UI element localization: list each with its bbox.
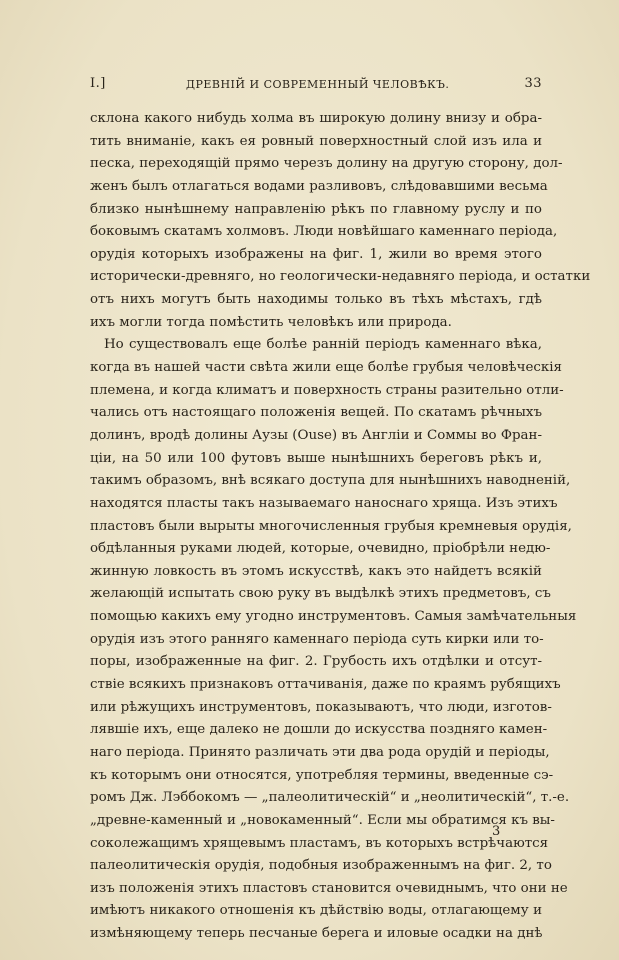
text-line: наго періода. Принято различать эти два рода орудій и періоды, xyxy=(90,744,550,760)
text-line: боковымъ скатамъ холмовъ. Люди новѣйшаго каменнаго періода, xyxy=(90,224,558,240)
signature-mark: 3 xyxy=(492,824,501,839)
text-line: къ которымъ они относятся, употребляя термины, введенные сэ- xyxy=(90,767,554,783)
page-number: 33 xyxy=(524,76,542,91)
text-line: или рѣжущихъ инструментовъ, показываютъ, что люди, изготов- xyxy=(90,699,552,715)
text-line: долинъ, вродѣ долины Аузы (Ouse) въ Англіи и Соммы во Фран- xyxy=(90,427,542,443)
text-line: соколежащимъ хрящевымъ пластамъ, въ которыхъ встрѣчаются xyxy=(90,835,549,851)
text-line: ихъ могли тогда помѣстить человѣкъ или природа. xyxy=(90,314,452,330)
text-line: исторически-древняго, но геологически-недавняго періода, и остатки xyxy=(90,269,591,285)
text-line: тить вниманіе, какъ ея ровный поверхностный слой изъ ила и xyxy=(90,133,542,149)
text-line: измѣняющему теперь песчаные берега и иловые осадки на днѣ xyxy=(90,926,543,942)
text-line: жинную ловкость въ этомъ искусствѣ, какъ это найдетъ всякій xyxy=(90,563,542,579)
text-line: племена, и когда климатъ и поверхность страны разительно отли- xyxy=(90,382,564,398)
text-line: ствіе всякихъ признаковъ оттачиванія, даже по краямъ рубящихъ xyxy=(90,677,561,693)
text-line: близко нынѣшнему направленію рѣкъ по главному руслу и по xyxy=(90,201,542,217)
body-text xyxy=(90,108,591,946)
text-line: имѣютъ никакого отношенія къ дѣйствію воды, отлагающему и xyxy=(90,903,542,919)
text-line: ціи, на 50 или 100 футовъ выше нынѣшнихъ береговъ рѣкъ и, xyxy=(90,450,542,466)
text-line: желающій испытать свою руку въ выдѣлкѣ этихъ предметовъ, съ xyxy=(90,586,551,602)
text-line: лявшіе ихъ, еще далеко не дошли до искусства поздняго камен- xyxy=(90,722,548,738)
text-line: изъ положенія этихъ пластовъ становится очевиднымъ, что они не xyxy=(90,880,568,896)
text-line: женъ былъ отлагаться водами разливовъ, слѣдовавшими весьма xyxy=(90,178,548,194)
text-line: такимъ образомъ, внѣ всякаго доступа для нынѣшнихъ наводненій, xyxy=(90,473,571,489)
text-line: склона какого нибудь холма въ широкую долину внизу и обра- xyxy=(90,111,542,126)
text-line: палеолитическія орудія, подобныя изображеннымъ на фиг. 2, то xyxy=(90,858,552,874)
text-line: чались отъ настоящаго положенія вещей. По скатамъ рѣчныхъ xyxy=(90,405,542,421)
text-line: орудія изъ этого ранняго каменнаго періода суть кирки или то- xyxy=(90,631,544,647)
running-header xyxy=(90,76,542,96)
text-line: „древне-каменный и „новокаменный“. Если мы обратимся къ вы- xyxy=(90,812,555,828)
text-line: орудія которыхъ изображены на фиг. 1, жили во время этого xyxy=(90,246,542,262)
text-line: Но существовалъ еще болѣе ранній періодъ каменнаго вѣка, xyxy=(104,337,542,353)
running-title: ДРЕВНІЙ И СОВРЕМЕННЫЙ ЧЕЛОВѢКЪ. xyxy=(186,78,450,91)
text-line: когда въ нашей части свѣта жили еще болѣе грубыя человѣческія xyxy=(90,360,562,376)
text-line: отъ нихъ могутъ быть находимы только въ тѣхъ мѣстахъ, гдѣ xyxy=(90,292,542,308)
chapter-number: I.] xyxy=(90,76,106,91)
text-line: ромъ Дж. Лэббокомъ — „палеолитическій“ и „неолитическій“, т.-е. xyxy=(90,790,570,806)
text-line: помощью какихъ ему угодно инструментовъ. Самыя замѣчательныя xyxy=(90,609,577,625)
text-line: находятся пласты такъ называемаго наноснаго хряща. Изъ этихъ xyxy=(90,495,558,511)
text-line: обдѣланныя руками людей, которые, очевидно, пріобрѣли недю- xyxy=(90,541,551,557)
text-line: поры, изображенные на фиг. 2. Грубость ихъ отдѣлки и отсут- xyxy=(90,654,542,670)
text-line: песка, переходящій прямо черезъ долину на другую сторону, дол- xyxy=(90,156,563,172)
text-line: пластовъ были вырыты многочисленныя грубыя кремневыя орудія, xyxy=(90,518,572,534)
paragraph-2 xyxy=(90,334,577,945)
paragraph-1 xyxy=(90,108,591,334)
